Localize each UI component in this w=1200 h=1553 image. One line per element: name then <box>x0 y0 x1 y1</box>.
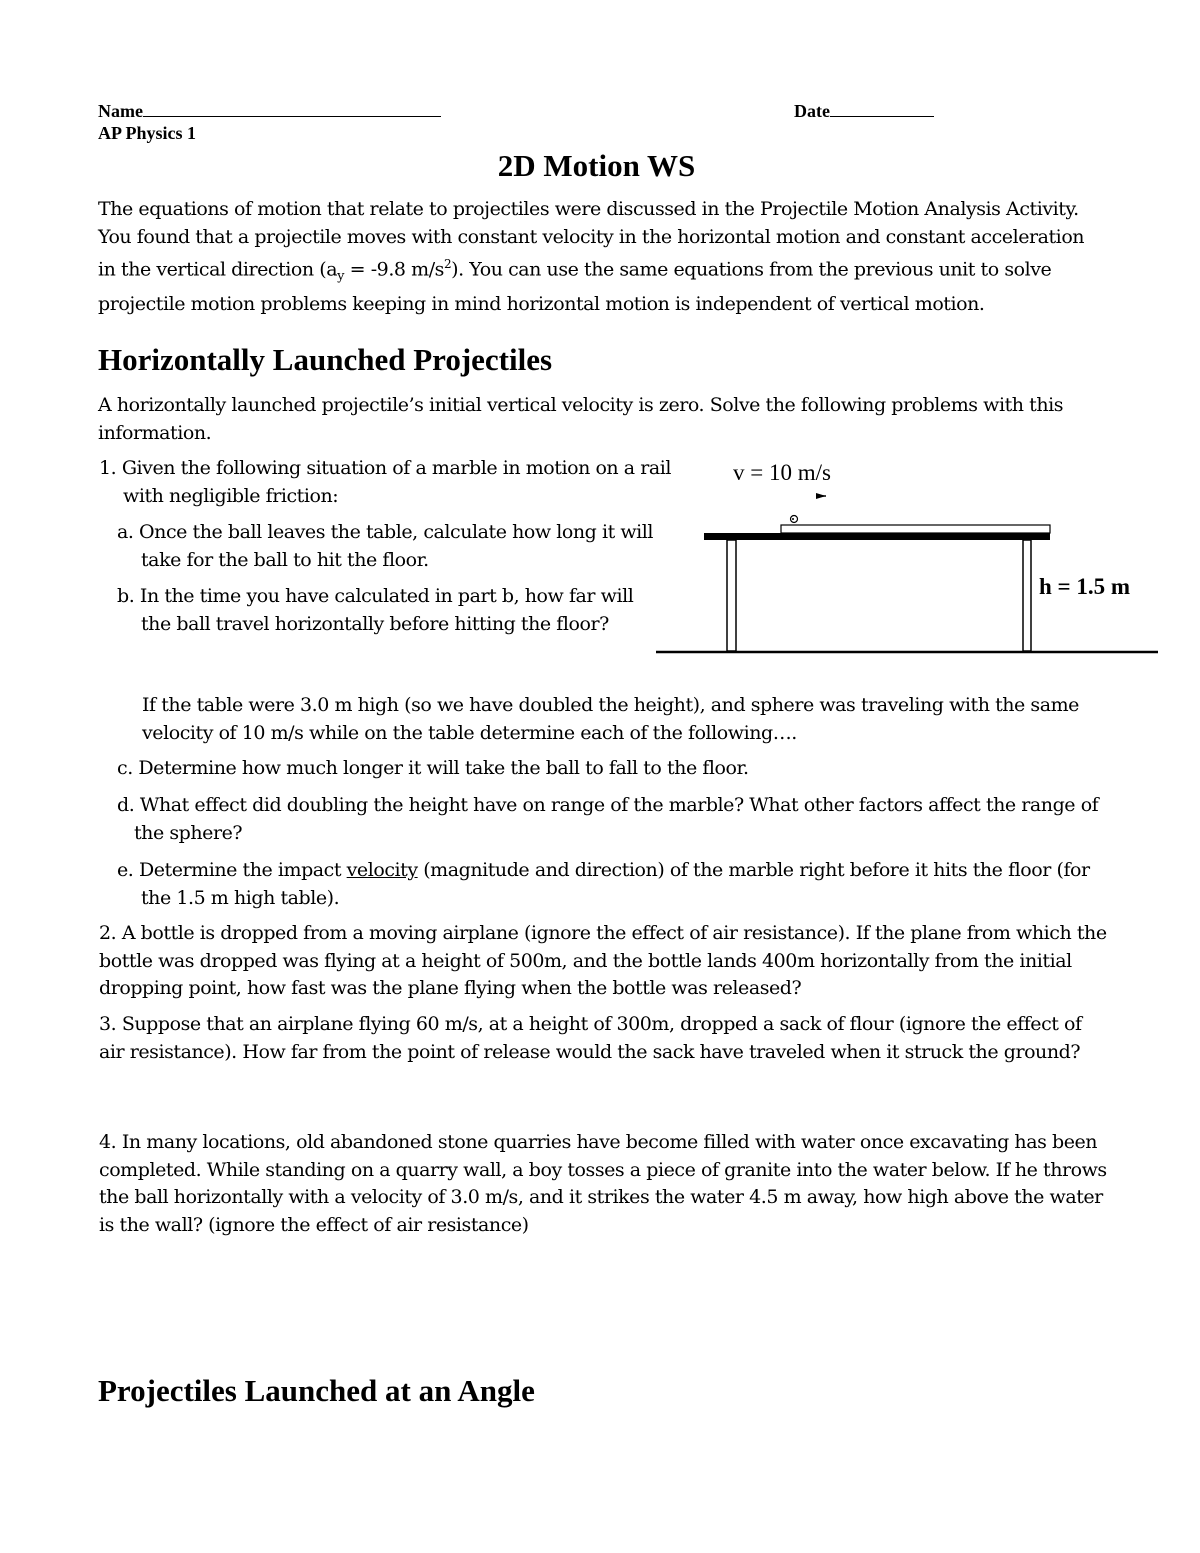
date-label: Date <box>794 101 830 121</box>
question-1: 1. Given the following situation of a marble in motion on a rail with negligible friction: <box>99 457 672 507</box>
section-heading-angle: Projectiles Launched at an Angle <box>98 1373 535 1408</box>
section-heading-horizontal: Horizontally Launched Projectiles <box>98 342 553 377</box>
question-3: 3. Suppose that an airplane flying 60 m/s, at a height of 300m, dropped a sack of flour (ignore the effect of air resistance). How far from the point of release would the sack have traveled when it struck the ground? <box>99 1013 1082 1063</box>
question-1e: e. Determine the impact velocity (magnitude and direction) of the marble right before it hits the floor (for the 1.5 m high table). <box>117 859 1090 909</box>
name-blank[interactable] <box>143 100 441 117</box>
page-title: 2D Motion WS <box>497 148 696 183</box>
question-1b: b. In the time you have calculated in part b, how far will the ball travel horizontally before hitting the floor? <box>117 585 634 635</box>
intro-paragraph: The equations of motion that relate to projectiles were discussed in the Projectile Motion Analysis Activity. You found that a projectile moves with constant velocity in the horizontal motion and constant acceleration in the vertical direction ($a_y = -9.8$ $m/s^2$). You can use the same equations from the previous unit to solve projectile motion problems keeping in mind horizontal motion is independent of vertical motion. <box>98 198 1085 315</box>
table-leg-right <box>1023 540 1031 651</box>
question-1c: c. Determine how much longer it will take the ball to fall to the floor. <box>117 757 749 779</box>
question-1a: a. Once the ball leaves the table, calculate how long it will take for the ball to hit the floor. <box>117 521 654 571</box>
table-top <box>704 533 1050 540</box>
velocity-label: v = 10 m/s <box>733 460 831 485</box>
question-4: 4. In many locations, old abandoned stone quarries have become filled with water once excavating has been completed. While standing on a quarry wall, a boy tosses a piece of granite into the water below. If he throws the ball horizontally with a velocity of 3.0 m/s, and it strikes the water 4.5 m away, how high above the water is the wall? (ignore the effect of air resistance) <box>99 1131 1107 1236</box>
question-2: 2. A bottle is dropped from a moving airplane (ignore the effect of air resistance). If the plane from which the bottle was dropped was flying at a height of 500m, and the bottle lands 400m horizontally from the initial dropping point, how fast was the plane flying when the bottle was released? <box>99 922 1107 999</box>
rail <box>781 525 1050 533</box>
velocity-arrow-icon <box>816 493 826 499</box>
height-label: h = 1.5 m <box>1039 574 1131 599</box>
question-1-doubled: If the table were 3.0 m high (so we have doubled the height), and sphere was traveling with the same velocity of 10 m/s while on the table determine each of the following…. <box>142 694 1079 744</box>
name-label: Name <box>98 101 143 121</box>
name-field[interactable] <box>98 100 441 122</box>
table-diagram <box>650 485 1170 660</box>
question-1d: d. What effect did doubling the height have on range of the marble? What other factors affect the range of the sphere? <box>117 794 1099 844</box>
section1-intro: A horizontally launched projectile’s initial vertical velocity is zero. Solve the following problems with this information. <box>98 394 1064 444</box>
date-blank[interactable] <box>830 100 934 117</box>
course-label: AP Physics 1 <box>98 123 197 143</box>
table-leg-left <box>727 540 736 651</box>
date-field[interactable] <box>794 100 934 122</box>
